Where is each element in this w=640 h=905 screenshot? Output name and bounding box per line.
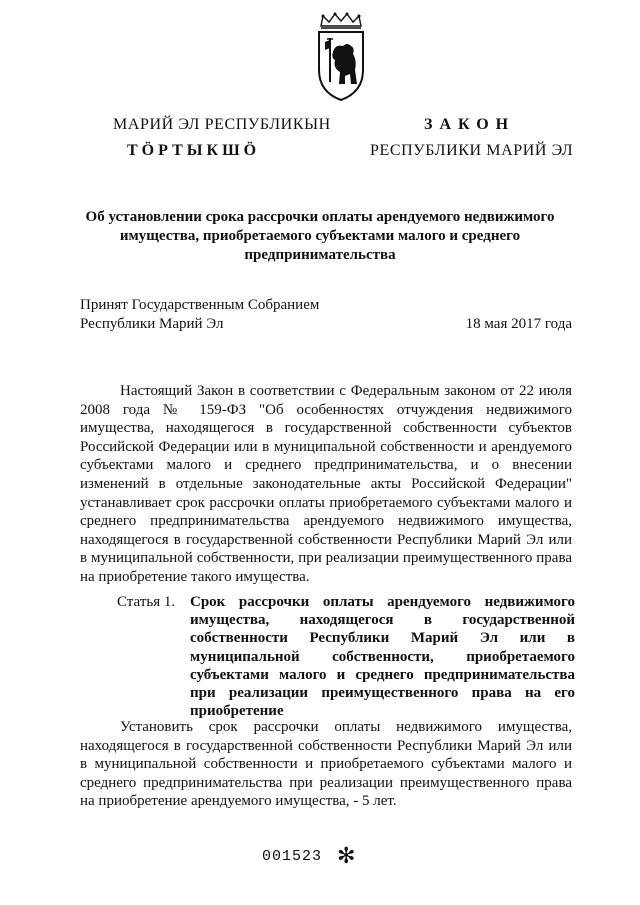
header-right-line1: ЗАКОН bbox=[424, 116, 516, 133]
adoption-line2: Республики Марий Эл bbox=[80, 316, 224, 332]
document-serial-number: 001523 bbox=[262, 848, 323, 865]
article-1-label: Статья 1. bbox=[117, 594, 176, 610]
coat-of-arms-bear-icon bbox=[313, 12, 369, 104]
header-left-line2: ТӦРТЫКШӦ bbox=[127, 142, 261, 159]
header-right-line2: РЕСПУБЛИКИ МАРИЙ ЭЛ bbox=[370, 142, 574, 159]
adoption-statement bbox=[80, 296, 319, 334]
adoption-date: 18 мая 2017 года bbox=[465, 316, 572, 332]
asterisk-mark-icon: ✻ bbox=[337, 844, 356, 869]
article-1-body: Установить срок рассрочки оплаты недвижимого имущества, находящегося в государственной собственности Республики Марий Эл или в муниципальной собственности и приобретаемого субъектами малого и среднего предпринимательства при реализации преимущественного права на приобретение арендуемого имущества, - 5 лет. bbox=[80, 719, 572, 810]
adoption-line1: Принят Государственным Собранием bbox=[80, 297, 320, 313]
header-left-line1: МАРИЙ ЭЛ РЕСПУБЛИКЫН bbox=[113, 116, 331, 133]
preamble-paragraph: Настоящий Закон в соответствии с Федеральным законом от 22 июля 2008 года № 159-ФЗ "Об особенностях отчуждения недвижимого имущества, находящегося в государственной собственности субъектов Российской Федерации или в муниципальной собственности и арендуемого субъектами малого и среднего предпринимательства, и о внесении изменений в отдельные законодательные акты Российской Федерации" устанавливает срок рассрочки оплаты приобретаемого субъектами малого и среднего предпринимательства арендуемого недвижимого имущества, находящегося в государственной собственности Республики Марий Эл или в муниципальной собственности, при реализации преимущественного права на приобретение такого имущества. bbox=[80, 383, 572, 585]
law-title: Об установлении срока рассрочки оплаты арендуемого недвижимого имущества, приобретаемого субъектами малого и среднего предпринимательства bbox=[85, 209, 555, 263]
article-1-title: Срок рассрочки оплаты арендуемого недвижимого имущества, находящегося в государственной собственности Республики Марий Эл или в муниципальной собственности, приобретаемого субъектами малого и среднего предпринимательства при реализации преимущественного права на его приобретение bbox=[190, 594, 575, 720]
